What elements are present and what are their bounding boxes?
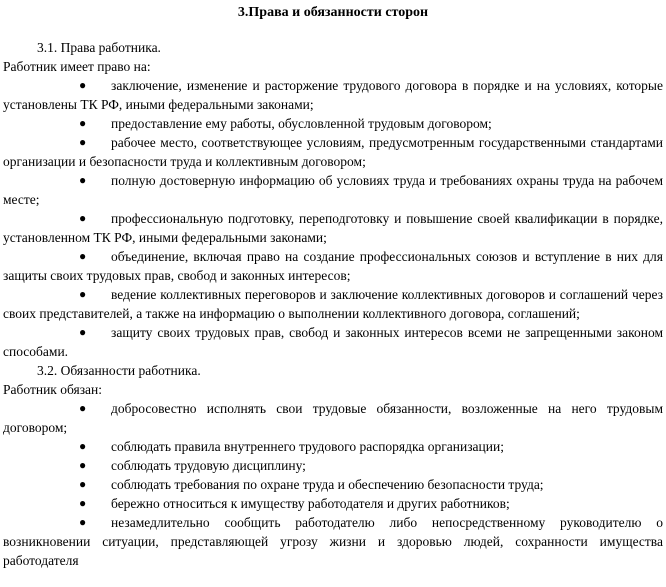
bullet-icon: ●: [79, 477, 87, 491]
bullet-icon: ●: [79, 116, 87, 130]
duties-item: [3, 399, 663, 437]
bullet-icon: ●: [79, 211, 87, 225]
worker-duties-section: [3, 361, 663, 570]
rights-item-text: рабочее место, соответствующее условиям, предусмотренным государственными стандартами организации и безопасности труда и коллективным договором;: [3, 135, 663, 169]
bullet-icon: ●: [79, 458, 87, 472]
bullet-icon: ●: [79, 135, 87, 149]
bullet-icon: ●: [79, 287, 87, 301]
duties-item-text: соблюдать правила внутреннего трудового распорядка организации;: [111, 439, 504, 454]
bullet-icon: ●: [79, 401, 87, 415]
rights-item-text: полную достоверную информацию об условиях труда и требованиях охраны труда на рабочем месте;: [3, 173, 663, 207]
rights-item: [3, 209, 663, 247]
duties-intro: Работник обязан:: [3, 382, 103, 397]
rights-item-text: заключение, изменение и расторжение трудового договора в порядке и на условиях, которые установлены ТК РФ, иными федеральными законами;: [3, 78, 663, 112]
duties-item-text: бережно относиться к имуществу работодателя и других работников;: [111, 496, 510, 511]
duties-list: [3, 399, 663, 570]
duties-item-text: незамедлительно сообщить работодателю либо непосредственному руководителю о возникновении ситуации, представляющей угрозу жизни и здоровью людей, сохранности имущества работодателя: [3, 515, 663, 568]
duties-item: [3, 494, 663, 513]
duties-item: [3, 513, 663, 570]
rights-item: [3, 171, 663, 209]
rights-item-text: предоставление ему работы, обусловленной трудовым договором;: [111, 116, 492, 131]
rights-list: [3, 76, 663, 361]
document-page: [3, 0, 663, 570]
bullet-icon: ●: [79, 439, 87, 453]
bullet-icon: ●: [79, 515, 87, 529]
duties-item-text: соблюдать трудовую дисциплину;: [111, 458, 306, 473]
bullet-icon: ●: [79, 173, 87, 187]
rights-heading: 3.1. Права работника.: [37, 40, 161, 55]
rights-item-text: ведение коллективных переговоров и заключение коллективных договоров и соглашений через своих представителей, а также на информацию о выполнении коллективного договора, соглашений;: [3, 287, 663, 321]
rights-item: [3, 323, 663, 361]
bullet-icon: ●: [79, 496, 87, 510]
rights-item: [3, 247, 663, 285]
worker-rights-section: [3, 38, 663, 361]
duties-item: [3, 475, 663, 494]
duties-item-text: добросовестно исполнять свои трудовые обязанности, возложенные на него трудовым договором;: [3, 401, 663, 435]
rights-item: [3, 133, 663, 171]
duties-heading: 3.2. Обязанности работника.: [37, 363, 201, 378]
rights-item-text: профессиональную подготовку, переподготовку и повышение своей квалификации в порядке, установленном ТК РФ, иными федеральными законами;: [3, 211, 663, 245]
bullet-icon: ●: [79, 249, 87, 263]
rights-item-text: защиту своих трудовых прав, свобод и законных интересов всеми не запрещенными законом способами.: [3, 325, 663, 359]
document-title: 3.Права и обязанности сторон: [237, 5, 429, 20]
rights-item: [3, 285, 663, 323]
bullet-icon: ●: [79, 78, 87, 92]
duties-item: [3, 437, 663, 456]
rights-item-text: объединение, включая право на создание профессиональных союзов и вступление в них для защиты своих трудовых прав, свобод и законных интересов;: [3, 249, 663, 283]
rights-intro: Работник имеет право на:: [3, 59, 151, 74]
duties-item-text: соблюдать требования по охране труда и обеспечению безопасности труда;: [111, 477, 544, 492]
rights-item: [3, 114, 663, 133]
bullet-icon: ●: [79, 325, 87, 339]
rights-item: [3, 76, 663, 114]
duties-item: [3, 456, 663, 475]
